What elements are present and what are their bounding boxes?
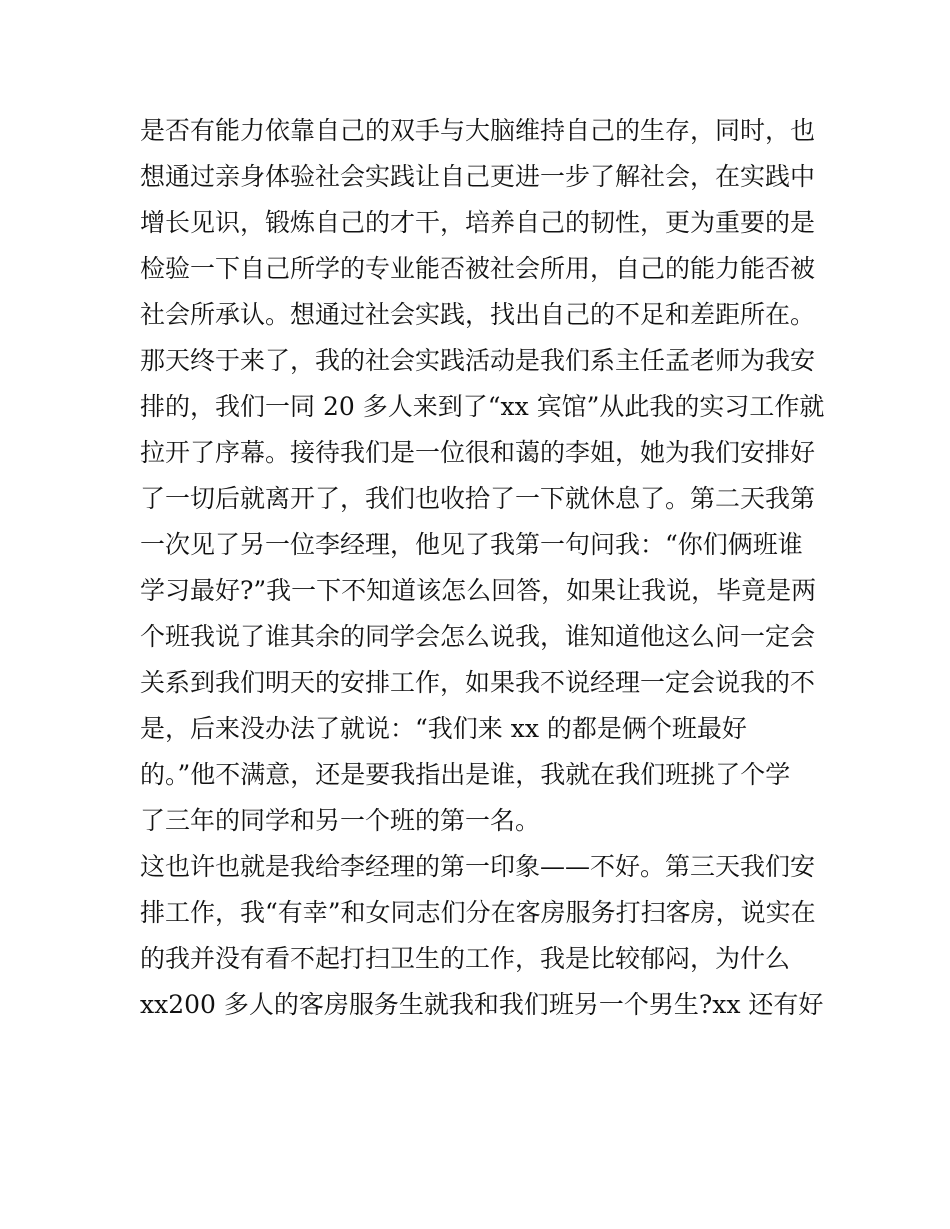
text-line: 排工作，我“有幸”和女同志们分在客房服务打扫客房，说实在	[140, 898, 816, 927]
text-line: 了三年的同学和另一个班的第一名。	[140, 806, 541, 835]
text-line: 个班我说了谁其余的同学会怎么说我，谁知道他这么问一定会	[140, 622, 816, 651]
text-line: 关系到我们明天的安排工作，如果我不说经理一定会说我的不	[140, 668, 816, 697]
text-line: 排的，我们一同 20 多人来到了“xx 宾馆”从此我的实习工作就	[140, 392, 825, 421]
text-line: 学习最好?”我一下不知道该怎么回答，如果让我说，毕竟是两	[140, 576, 817, 605]
text-line: 一次见了另一位李经理，他见了我第一句问我：“你们俩班谁	[140, 530, 803, 559]
text-line: 是，后来没办法了就说：“我们来 xx 的都是俩个班最好	[140, 714, 747, 743]
text-line: 是否有能力依靠自己的双手与大脑维持自己的生存，同时，也	[140, 116, 816, 145]
text-line: 那天终于来了，我的社会实践活动是我们系主任孟老师为我安	[140, 346, 816, 375]
text-line: xx200 多人的客房服务生就我和我们班另一个男生?xx 还有好	[140, 990, 824, 1019]
text-line: 增长见识，锻炼自己的才干，培养自己的韧性，更为重要的是	[140, 208, 816, 237]
text-line: 这也许也就是我给李经理的第一印象——不好。第三天我们安	[140, 852, 816, 881]
text-line: 拉开了序幕。接待我们是一位很和蔼的李姐，她为我们安排好	[140, 438, 816, 467]
text-line: 的。”他不满意，还是要我指出是谁，我就在我们班挑了个学	[140, 760, 791, 789]
body-text	[140, 108, 825, 1028]
text-line: 了一切后就离开了，我们也收拾了一下就休息了。第二天我第	[140, 484, 816, 513]
text-line: 社会所承认。想通过社会实践，找出自己的不足和差距所在。	[140, 300, 816, 329]
text-line: 的我并没有看不起打扫卫生的工作，我是比较郁闷，为什么	[140, 944, 791, 973]
text-line: 想通过亲身体验社会实践让自己更进一步了解社会，在实践中	[140, 162, 816, 191]
text-line: 检验一下自己所学的专业能否被社会所用，自己的能力能否被	[140, 254, 816, 283]
